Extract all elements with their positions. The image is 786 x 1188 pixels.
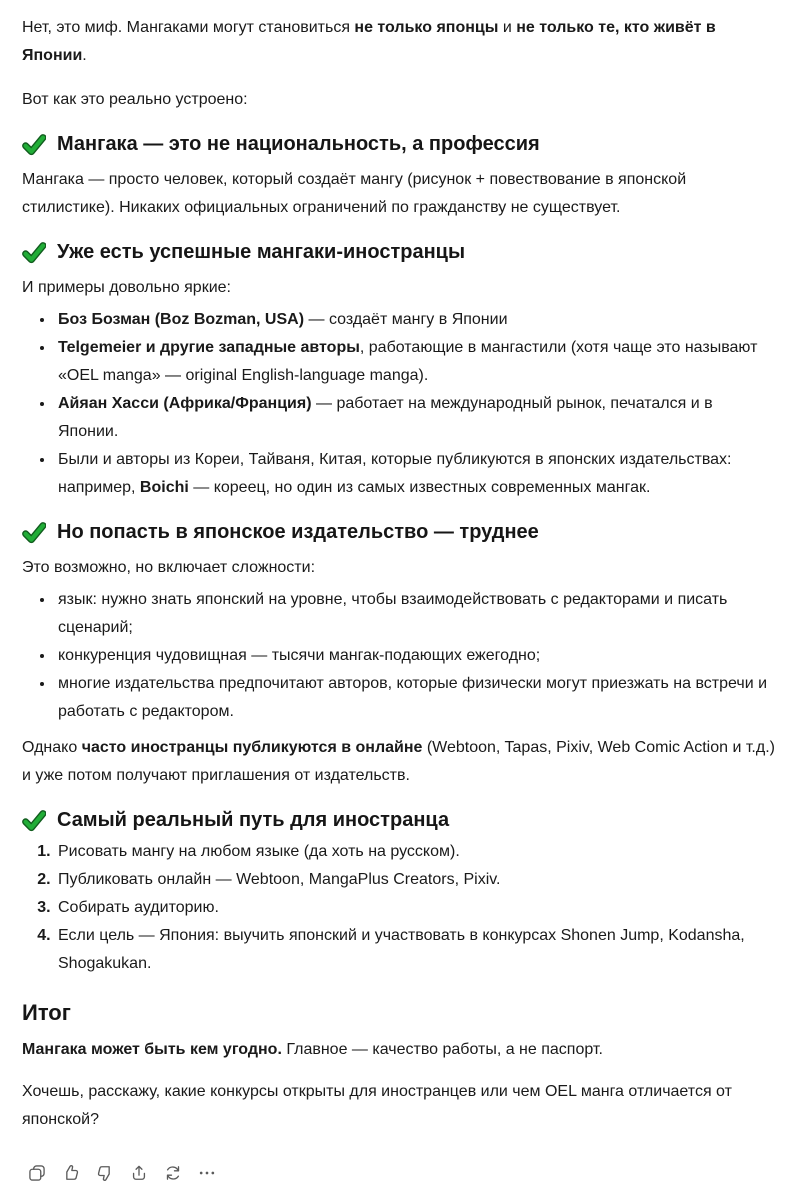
section-title-text: Самый реальный путь для иностранца bbox=[57, 809, 450, 831]
section-heading-path bbox=[22, 806, 776, 834]
online-publishing-paragraph: Однако часто иностранцы публикуются в онлайне (Webtoon, Tapas, Pixiv, Web Comic Action и т.д.) и уже потом получают приглашения от издательств. bbox=[22, 739, 775, 784]
section-heading-difficulty bbox=[22, 518, 776, 546]
list-item: 4. Если цель — Япония: выучить японский и участвовать в конкурсах Shonen Jump, Kodansha, Shogakukan. bbox=[55, 922, 776, 978]
section-body: Мангака — просто человек, который создаёт мангу (рисунок + повествование в японской стилистике). Никаких официальных ограничений по гражданству не существует. bbox=[22, 171, 687, 216]
more-options-button[interactable] bbox=[192, 1158, 222, 1188]
section-lead: Это возможно, но включает сложности: bbox=[22, 559, 316, 576]
thumbs-down-icon bbox=[95, 1163, 115, 1183]
section-title-text: Уже есть успешные мангаки-иностранцы bbox=[57, 241, 466, 263]
list-item: 2. Публиковать онлайн — Webtoon, MangaPlus Creators, Pixiv. bbox=[55, 866, 776, 894]
check-icon bbox=[22, 520, 46, 544]
dislike-button[interactable] bbox=[90, 1158, 120, 1188]
list-item: • Были и авторы из Кореи, Тайваня, Китая, которые публикуются в японских издательствах: например, Boichi — кореец, но один из самых известных современных мангак. bbox=[55, 446, 776, 502]
regenerate-button[interactable] bbox=[158, 1158, 188, 1188]
more-options-icon bbox=[197, 1163, 217, 1183]
section-lead: И примеры довольно яркие: bbox=[22, 279, 231, 296]
message-actions-toolbar bbox=[22, 1158, 776, 1188]
regenerate-icon bbox=[163, 1163, 183, 1183]
list-item: • Боз Бозман (Boz Bozman, USA) — создаёт мангу в Японии bbox=[55, 306, 776, 334]
list-item: 1. Рисовать мангу на любом языке (да хоть на русском). bbox=[55, 838, 776, 866]
list-item: • многие издательства предпочитают авторов, которые физически могут приезжать на встречи и работать с редактором. bbox=[55, 670, 776, 726]
check-icon bbox=[22, 808, 46, 832]
list-item: • Айяан Хасси (Африка/Франция) — работает на международный рынок, печатался и в Японии. bbox=[55, 390, 776, 446]
section-title-text: Но попасть в японское издательство — труднее bbox=[57, 521, 539, 543]
thumbs-up-icon bbox=[61, 1163, 81, 1183]
copy-icon bbox=[27, 1163, 47, 1183]
copy-button[interactable] bbox=[22, 1158, 52, 1188]
check-icon bbox=[22, 240, 46, 264]
followup-question: Хочешь, расскажу, какие конкурсы открыты для иностранцев или чем OEL манга отличается от японской? bbox=[22, 1083, 732, 1128]
list-item: • язык: нужно знать японский на уровне, чтобы взаимодействовать с редакторами и писать сценарий; bbox=[55, 586, 776, 642]
intro-paragraph: Нет, это миф. Мангаками могут становиться не только японцы и не только те, кто живёт в Японии. bbox=[22, 19, 716, 64]
list-item: • Telgemeier и другие западные авторы, работающие в мангастили (хотя чаще это называют «OEL manga» — original English-language manga). bbox=[55, 334, 776, 390]
examples-list bbox=[22, 306, 776, 502]
list-item: 3. Собирать аудиторию. bbox=[55, 894, 776, 922]
lead-paragraph: Вот как это реально устроено: bbox=[22, 91, 248, 108]
section-heading-profession bbox=[22, 130, 776, 158]
section-title-text: Мангака — это не национальность, а профессия bbox=[57, 133, 540, 155]
share-icon bbox=[129, 1163, 149, 1183]
path-steps-list bbox=[22, 838, 776, 978]
summary-paragraph: Мангака может быть кем угодно. Главное — качество работы, а не паспорт. bbox=[22, 1041, 603, 1058]
share-button[interactable] bbox=[124, 1158, 154, 1188]
summary-heading: Итог bbox=[22, 1000, 71, 1025]
list-item: • конкуренция чудовищная — тысячи мангак-подающих ежегодно; bbox=[55, 642, 776, 670]
section-heading-examples bbox=[22, 238, 776, 266]
like-button[interactable] bbox=[56, 1158, 86, 1188]
check-icon bbox=[22, 132, 46, 156]
difficulty-list bbox=[22, 586, 776, 726]
